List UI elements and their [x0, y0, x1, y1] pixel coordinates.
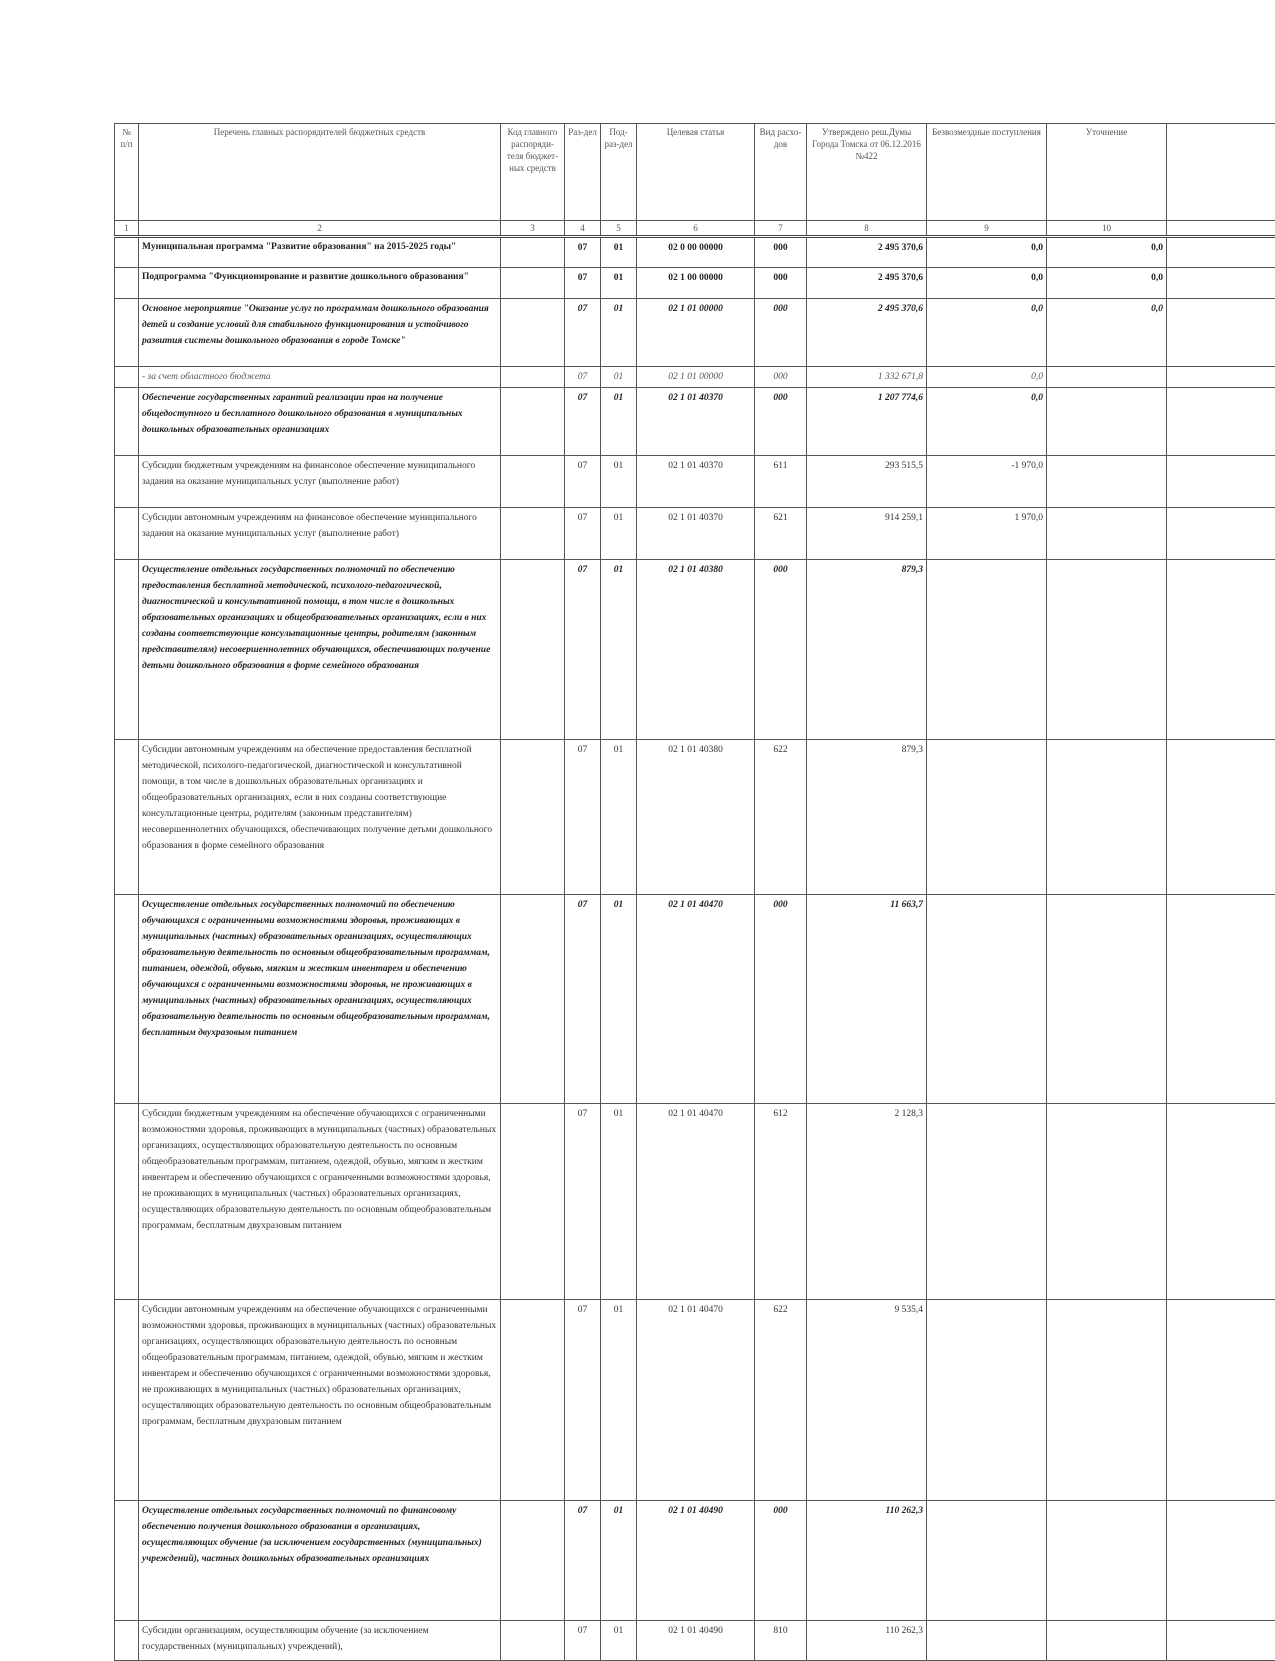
- column-number: [1167, 221, 1275, 237]
- column-number: 10: [1047, 221, 1167, 237]
- row-podrazdel: 01: [601, 1300, 637, 1501]
- row-approved: 1 207 774,6: [807, 388, 927, 456]
- row-free-receipts: [927, 1501, 1047, 1621]
- row-name: Осуществление отдельных государственных полномочий по финансовому обеспечению получения дошкольного образования в организациях, осуществляющих обучение (за исключением государственных (муниципальных) учреждений), частных дошкольных образовательных организациях: [139, 1501, 501, 1621]
- table-row: [115, 1300, 1275, 1501]
- row-name: Осуществление отдельных государственных полномочий по обеспечению предоставления бесплатной методической, психолого-педагогической, диагностической и консультативной помощи, в том числе в дошкольных образовательных организациях и общеобразовательных организациях, если в них созданы соответствующие консультационные центры, родителям (законным представителям) несовершеннолетних обучающихся, обеспечивающих получение детьми дошкольного образования в форме семейного образования: [139, 560, 501, 740]
- row-expense-type: 622: [755, 1300, 807, 1501]
- header-name: Перечень главных распорядителей бюджетных средств: [139, 124, 501, 221]
- row-target-article: 02 1 01 40370: [637, 456, 755, 508]
- row-free-receipts: -1 970,0: [927, 456, 1047, 508]
- row-podrazdel: 01: [601, 1621, 637, 1661]
- header-clarification: Уточнение: [1047, 124, 1167, 221]
- row-target-article: 02 0 00 00000: [637, 237, 755, 268]
- row-approved: 1 332 671,8: [807, 367, 927, 388]
- row-free-receipts: 0,0: [927, 299, 1047, 367]
- row-razdel: 07: [565, 1621, 601, 1661]
- row-target-article: 02 1 01 00000: [637, 299, 755, 367]
- row-razdel: 07: [565, 740, 601, 895]
- row-podrazdel: 01: [601, 895, 637, 1104]
- row-name: Субсидии организациям, осуществляющим обучение (за исключением государственных (муниципальных) учреждений),: [139, 1621, 501, 1661]
- header-npp: № п/п: [115, 124, 139, 221]
- column-number: 3: [501, 221, 565, 237]
- row-free-receipts: [927, 1104, 1047, 1300]
- row-clarification: [1047, 456, 1167, 508]
- row-podrazdel: 01: [601, 456, 637, 508]
- row-razdel: 07: [565, 1104, 601, 1300]
- table-row: [115, 237, 1275, 268]
- row-approved: 2 495 370,6: [807, 268, 927, 299]
- row-name: Осуществление отдельных государственных полномочий по обеспечению обучающихся с ограниченными возможностями здоровья, проживающих в муниципальных (частных) образовательных организациях, осуществляющих образовательную деятельность по основным общеобразовательным программам, питанием, одеждой, обувью, мягким и жестким инвентарем и обеспечению обучающихся с ограниченными возможностями здоровья, не проживающих в муниципальных (частных) образовательных организациях, осуществляющих образовательную деятельность по основным общеобразовательным программам, бесплатным двухразовым питанием: [139, 895, 501, 1104]
- row-podrazdel: 01: [601, 508, 637, 560]
- table-row: [115, 740, 1275, 895]
- row-clarification: [1047, 1104, 1167, 1300]
- row-target-article: 02 1 01 40490: [637, 1501, 755, 1621]
- row-expense-type: 000: [755, 1501, 807, 1621]
- row-podrazdel: 01: [601, 740, 637, 895]
- row-razdel: 07: [565, 508, 601, 560]
- row-podrazdel: 01: [601, 1104, 637, 1300]
- row-razdel: 07: [565, 268, 601, 299]
- row-approved: 110 262,3: [807, 1501, 927, 1621]
- row-name: Субсидии автономным учреждениям на финансовое обеспечение муниципального задания на оказание муниципальных услуг (выполнение работ): [139, 508, 501, 560]
- row-target-article: 02 1 01 40470: [637, 1300, 755, 1501]
- table-row: [115, 388, 1275, 456]
- header-row: [115, 124, 1275, 221]
- column-number: 7: [755, 221, 807, 237]
- row-razdel: 07: [565, 1300, 601, 1501]
- row-target-article: 02 1 01 40490: [637, 1621, 755, 1661]
- row-free-receipts: 1 970,0: [927, 508, 1047, 560]
- row-name: Субсидии автономным учреждениям на обеспечение обучающихся с ограниченными возможностями здоровья, проживающих в муниципальных (частных) образовательных организациях, осуществляющих образовательную деятельность по основным общеобразовательным программам, питанием, одеждой, обувью, мягким и жестким инвентарем и обеспечению обучающихся с ограниченными возможностями здоровья, не проживающих в муниципальных (частных) образовательных организациях, осуществляющих образовательную деятельность по основным общеобразовательным программам, бесплатным двухразовым питанием: [139, 1300, 501, 1501]
- row-target-article: 02 1 01 40370: [637, 508, 755, 560]
- row-target-article: 02 1 01 40380: [637, 560, 755, 740]
- column-number: 4: [565, 221, 601, 237]
- row-approved: 2 495 370,6: [807, 237, 927, 268]
- row-free-receipts: 0,0: [927, 237, 1047, 268]
- table-row: [115, 560, 1275, 740]
- row-razdel: 07: [565, 388, 601, 456]
- row-name: Субсидии бюджетным учреждениям на финансовое обеспечение муниципального задания на оказание муниципальных услуг (выполнение работ): [139, 456, 501, 508]
- row-approved: 293 515,5: [807, 456, 927, 508]
- row-free-receipts: [927, 560, 1047, 740]
- row-clarification: 0,0: [1047, 299, 1167, 367]
- row-expense-type: 000: [755, 560, 807, 740]
- row-podrazdel: 01: [601, 237, 637, 268]
- row-expense-type: 000: [755, 895, 807, 1104]
- row-free-receipts: 0,0: [927, 268, 1047, 299]
- row-expense-type: 000: [755, 237, 807, 268]
- row-approved: 914 259,1: [807, 508, 927, 560]
- row-name: - за счет областного бюджета: [139, 367, 501, 388]
- column-number: 5: [601, 221, 637, 237]
- row-podrazdel: 01: [601, 299, 637, 367]
- header-free-receipts: Безвозмездные поступления: [927, 124, 1047, 221]
- row-approved: 2 495 370,6: [807, 299, 927, 367]
- row-name: Субсидии бюджетным учреждениям на обеспечение обучающихся с ограниченными возможностями здоровья, проживающих в муниципальных (частных) образовательных организациях, осуществляющих образовательную деятельность по основным общеобразовательным программам, питанием, одеждой, обувью, мягким и жестким инвентарем и обеспечению обучающихся с ограниченными возможностями здоровья, не проживающих в муниципальных (частных) образовательных организациях, осуществляющих образовательную деятельность по основным общеобразовательным программам, бесплатным двухразовым питанием: [139, 1104, 501, 1300]
- row-clarification: [1047, 508, 1167, 560]
- row-razdel: 07: [565, 560, 601, 740]
- row-target-article: 02 1 00 00000: [637, 268, 755, 299]
- row-target-article: 02 1 01 40470: [637, 1104, 755, 1300]
- header-cut-off: [1167, 124, 1275, 221]
- row-expense-type: 810: [755, 1621, 807, 1661]
- row-clarification: [1047, 1501, 1167, 1621]
- row-podrazdel: 01: [601, 1501, 637, 1621]
- row-free-receipts: 0,0: [927, 367, 1047, 388]
- header-target-article: Целевая статья: [637, 124, 755, 221]
- row-clarification: 0,0: [1047, 268, 1167, 299]
- row-expense-type: 000: [755, 299, 807, 367]
- row-approved: 110 262,3: [807, 1621, 927, 1661]
- row-target-article: 02 1 01 40470: [637, 895, 755, 1104]
- row-expense-type: 612: [755, 1104, 807, 1300]
- row-name: Основное мероприятие "Оказание услуг по программам дошкольного образования детей и создание условий для стабильного функционирования и устойчивого развития системы дошкольного образования в городе Томске": [139, 299, 501, 367]
- row-target-article: 02 1 01 00000: [637, 367, 755, 388]
- row-podrazdel: 01: [601, 268, 637, 299]
- row-free-receipts: [927, 895, 1047, 1104]
- row-razdel: 07: [565, 1501, 601, 1621]
- row-approved: 2 128,3: [807, 1104, 927, 1300]
- table-row: [115, 268, 1275, 299]
- column-number-row: [115, 221, 1275, 237]
- row-podrazdel: 01: [601, 560, 637, 740]
- row-clarification: [1047, 1621, 1167, 1661]
- table-row: [115, 1621, 1275, 1661]
- header-expense-type: Вид расхо-дов: [755, 124, 807, 221]
- row-expense-type: 000: [755, 268, 807, 299]
- budget-table: [114, 123, 1275, 1661]
- table-row: [115, 367, 1275, 388]
- row-clarification: 0,0: [1047, 237, 1167, 268]
- column-number: 8: [807, 221, 927, 237]
- table-row: [115, 299, 1275, 367]
- row-clarification: [1047, 367, 1167, 388]
- header-razdel: Раз-дел: [565, 124, 601, 221]
- row-razdel: 07: [565, 299, 601, 367]
- row-expense-type: 611: [755, 456, 807, 508]
- row-free-receipts: [927, 740, 1047, 895]
- row-expense-type: 000: [755, 388, 807, 456]
- row-expense-type: 622: [755, 740, 807, 895]
- row-name: Обеспечение государственных гарантий реализации прав на получение общедоступного и бесплатного дошкольного образования в муниципальных дошкольных образовательных организациях: [139, 388, 501, 456]
- row-clarification: [1047, 1300, 1167, 1501]
- header-podrazdel: Под-раз-дел: [601, 124, 637, 221]
- row-name: Муниципальная программа "Развитие образования" на 2015-2025 годы": [139, 237, 501, 268]
- row-clarification: [1047, 560, 1167, 740]
- column-number: 2: [139, 221, 501, 237]
- table-row: [115, 895, 1275, 1104]
- row-clarification: [1047, 895, 1167, 1104]
- header-code: Код главного распоряди-теля бюджет-ных средств: [501, 124, 565, 221]
- row-approved: 9 535,4: [807, 1300, 927, 1501]
- table-row: [115, 508, 1275, 560]
- row-clarification: [1047, 388, 1167, 456]
- column-number: 9: [927, 221, 1047, 237]
- row-free-receipts: 0,0: [927, 388, 1047, 456]
- column-number: 1: [115, 221, 139, 237]
- row-approved: 879,3: [807, 740, 927, 895]
- row-razdel: 07: [565, 367, 601, 388]
- row-expense-type: 621: [755, 508, 807, 560]
- row-name: Подпрограмма "Функционирование и развитие дошкольного образования": [139, 268, 501, 299]
- row-podrazdel: 01: [601, 367, 637, 388]
- table-row: [115, 1104, 1275, 1300]
- row-name: Субсидии автономным учреждениям на обеспечение предоставления бесплатной методической, психолого-педагогической, диагностической и консультативной помощи, в том числе в дошкольных образовательных организациях и общеобразовательных организациях, если в них созданы соответствующие консультационные центры, родителям (законным представителям) несовершеннолетних обучающихся, обеспечивающих получение детьми дошкольного образования в форме семейного образования: [139, 740, 501, 895]
- table-row: [115, 1501, 1275, 1621]
- row-clarification: [1047, 740, 1167, 895]
- row-expense-type: 000: [755, 367, 807, 388]
- row-podrazdel: 01: [601, 388, 637, 456]
- row-approved: 11 663,7: [807, 895, 927, 1104]
- header-approved: Утверждено реш.Думы Города Томска от 06.12.2016 №422: [807, 124, 927, 221]
- row-free-receipts: [927, 1621, 1047, 1661]
- row-approved: 879,3: [807, 560, 927, 740]
- row-target-article: 02 1 01 40370: [637, 388, 755, 456]
- row-target-article: 02 1 01 40380: [637, 740, 755, 895]
- table-row: [115, 456, 1275, 508]
- row-razdel: 07: [565, 895, 601, 1104]
- column-number: 6: [637, 221, 755, 237]
- row-razdel: 07: [565, 456, 601, 508]
- row-razdel: 07: [565, 237, 601, 268]
- row-free-receipts: [927, 1300, 1047, 1501]
